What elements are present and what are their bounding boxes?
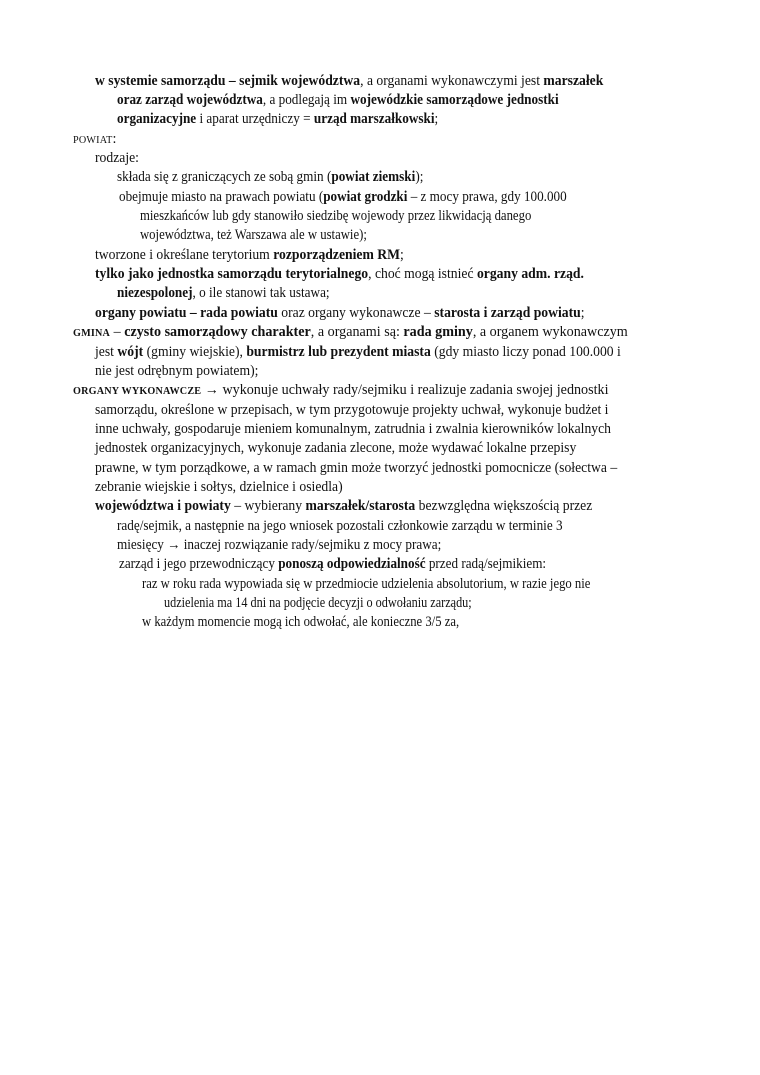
text-run: w systemie samorządu – sejmik województwa [95,73,361,89]
text-line [119,555,750,574]
text-run: miesięcy → inaczej rozwiązanie rady/sejmiku z mocy prawa; [117,537,442,553]
section-label: POWIAT [73,135,113,146]
section-label: GMINA [73,328,111,339]
text-run: składa się z graniczących ze sobą gmin ( [117,169,332,185]
section-label: ORGANY WYKONAWCZE [73,386,202,397]
text-run: , a organami wykonawczymi jest [360,73,544,89]
text-line [95,401,750,420]
text-line [95,362,750,381]
text-line [119,188,750,207]
text-run: udzielenia ma 14 dni na podjęcie decyzji o odwołaniu zarządu; [164,595,472,611]
text-run: prawne, w tym porządkowe, a w ramach gmin może tworzyć jednostki pomocnicze (sołectwa – [95,460,618,476]
text-line [117,91,750,110]
text-run: , o ile stanowi tak ustawa; [192,285,330,301]
text-run: przed radą/sejmikiem: [425,556,547,572]
text-run: organy powiatu – rada powiatu [95,305,278,321]
text-run: ponoszą odpowiedzialność [278,556,426,572]
text-line [117,517,750,536]
text-run: województwa i powiaty [95,498,231,514]
text-line [140,226,750,245]
text-line [95,72,750,91]
text-line [95,149,750,168]
section-heading [73,323,750,343]
text-run: raz w roku rada wypowiada się w przedmiocie udzielenia absolutorium, w razie jego nie [142,576,591,592]
text-line [117,110,750,129]
text-line [164,594,750,613]
text-run: inne uchwały, gospodaruje mieniem komunalnym, zatrudnia i zwalnia kierowników lokalnych [95,421,612,437]
text-run: organizacyjne [117,111,197,127]
text-run: bezwzględna większością przez [415,498,593,514]
text-run: w każdym momencie mogą ich odwołać, ale konieczne 3/5 za, [142,614,460,630]
text-run: – [110,324,125,340]
text-run: – wybierany [230,498,306,514]
text-run: rodzaje: [95,150,139,166]
text-run: → wykonuje uchwały rady/sejmiku i realizuje zadania swojej jednostki [201,382,609,398]
text-run: jednostek organizacyjnych, wykonuje zadania zlecone, może wydawać lokalne przepisy [95,440,577,456]
text-line [95,343,750,362]
text-line [117,284,750,303]
text-line [140,207,750,226]
text-run: ; [400,247,404,263]
text-run: wójt [117,344,144,360]
text-run: rada gminy [403,324,473,340]
text-run: tworzone i określane terytorium [95,247,274,263]
text-run: urząd marszałkowski [313,111,435,127]
text-run: i aparat urzędniczy = [196,111,314,127]
text-run: zebranie wiejskie i sołtys, dzielnice i osiedla) [95,479,343,495]
text-run: oraz zarząd województwa [117,92,263,108]
section-heading [73,381,750,401]
text-run: samorządu, określone w przepisach, w tym przygotowuje projekty uchwał, wykonuje budżet i [95,402,609,418]
text-line [95,478,750,497]
section-heading [73,130,750,150]
text-run: tylko jako jednostka samorządu terytorialnego [95,266,369,282]
text-line [117,536,750,555]
text-run: wojewódzkie samorządowe jednostki [350,92,559,108]
text-run: , a organem wykonawczym [472,324,628,340]
text-run: , a podlegają im [262,92,351,108]
text-run: jest [95,344,118,360]
text-line [95,246,750,265]
text-run: radę/sejmik, a następnie na jego wniosek pozostali członkowie zarządu w terminie 3 [117,518,563,534]
text-run: niezespolonej [117,285,193,301]
text-line [95,439,750,458]
text-run: marszałek/starosta [305,498,416,514]
text-run: , a organami są: [310,324,404,340]
text-line [142,613,750,632]
text-line [95,304,750,323]
text-run: (gminy wiejskie), [143,344,247,360]
text-run: mieszkańców lub gdy stanowiło siedzibę wojewody przez likwidacją danego [140,208,532,224]
text-run: powiat grodzki [323,189,408,205]
text-run: marszałek [543,73,604,89]
text-run: nie jest odrębnym powiatem); [95,363,259,379]
text-run: województwa, też Warszawa ale w ustawie); [140,227,367,243]
text-line [95,420,750,439]
text-run: oraz organy wykonawcze – [277,305,435,321]
text-run: , choć mogą istnieć [368,266,477,282]
text-run: powiat ziemski [331,169,416,185]
text-run: zarząd i jego przewodniczący [119,556,279,572]
text-run: ; [580,305,585,321]
text-run: burmistrz lub prezydent miasta [246,344,431,360]
text-run: czysto samorządowy charakter [124,324,311,340]
text-line [117,168,750,187]
text-run: starosta i zarząd powiatu [434,305,581,321]
text-run: obejmuje miasto na prawach powiatu ( [119,189,324,205]
text-line [142,575,750,594]
text-line [95,459,750,478]
text-run: : [112,131,117,147]
text-line [95,497,750,516]
text-run: organy adm. rząd. [476,266,584,282]
text-line [95,265,750,284]
text-run: ; [434,111,439,127]
text-run: ); [415,169,424,185]
text-run: – z mocy prawa, gdy 100.000 [407,189,567,205]
text-run: rozporządzeniem RM [273,247,401,263]
text-run: (gdy miasto liczy ponad 100.000 i [430,344,621,360]
